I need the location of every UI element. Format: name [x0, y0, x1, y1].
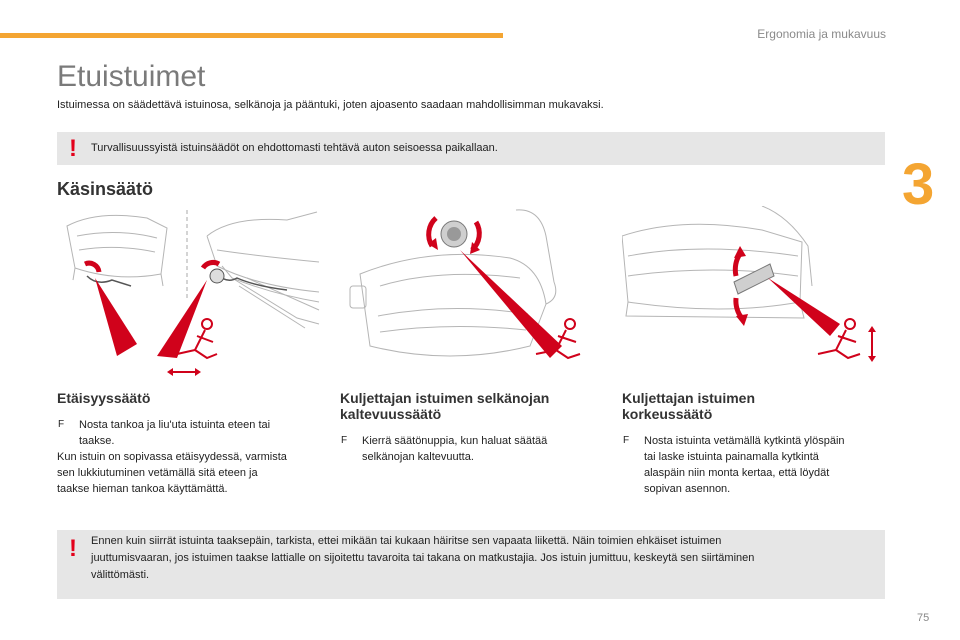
- page-title: Etuistuimet: [57, 60, 206, 93]
- column-title-line: Etäisyyssäätö: [57, 390, 151, 406]
- instruction-bullet: [340, 433, 605, 465]
- fore-aft-adjustment-column: [57, 390, 322, 497]
- safety-warning-box: [57, 132, 885, 165]
- column-note: [57, 449, 322, 497]
- column-title-line: kaltevuussäätö: [340, 406, 442, 422]
- bullet-marker-icon: F: [341, 435, 348, 446]
- warning-icon: !: [69, 135, 77, 162]
- bullet-line: Kierrä säätönuppia, kun haluat säätää: [362, 435, 548, 447]
- column-title-line: Kuljettajan istuimen selkänojan: [340, 390, 550, 406]
- column-title: [340, 390, 605, 422]
- intro-text: Istuimessa on säädettävä istuinosa, selkänoja ja pääntuki, joten ajoasento saadaan mahdollisimman mukavaksi.: [57, 99, 604, 111]
- bullet-marker-icon: F: [623, 435, 630, 446]
- backrest-recline-illustration: [340, 206, 603, 384]
- note-line: taakse hieman tankoa käyttämättä.: [57, 483, 228, 495]
- seat-movement-warning-box: [57, 530, 885, 599]
- warning-text: [91, 140, 498, 157]
- warning-line: Ennen kuin siirrät istuinta taaksepäin, tarkista, ettei mikään tai kukaan häiritse sen vapaata liikettä. Näin toimien ehkäiset istuimen: [91, 535, 722, 547]
- bullet-line: taakse.: [79, 435, 115, 447]
- bullet-line: tai laske istuinta painamalla kytkintä: [644, 451, 819, 463]
- height-adjustment-column: [622, 390, 887, 497]
- instruction-bullet: [57, 417, 322, 449]
- warning-line: juuttumisvaaran, jos istuimen taakse lattialle on sijoitettu tavaroita tai takana on matkustajia. Jos istuin jumittuu, keskeytä sen siirtäminen: [91, 552, 755, 564]
- seat-side-drawing: [340, 206, 603, 384]
- instruction-bullet: [622, 433, 887, 497]
- column-title-line: korkeussäätö: [622, 406, 713, 422]
- column-title: [622, 390, 887, 422]
- bullet-line: Nosta tankoa ja liu'uta istuinta eteen tai: [79, 419, 271, 431]
- bullet-marker-icon: F: [58, 419, 65, 430]
- bullet-line: sopivan asennon.: [644, 483, 731, 495]
- fore-aft-adjustment-illustration: [57, 206, 320, 384]
- bullet-line: alaspäin niin monta kertaa, että löydät: [644, 467, 830, 479]
- warning-icon: !: [69, 535, 77, 562]
- section-subtitle: Käsinsäätö: [57, 179, 154, 199]
- warning-text: [91, 533, 861, 584]
- warning-line: Turvallisuussyistä istuinsäädöt on ehdottomasti tehtävä auton seisoessa paikallaan.: [91, 142, 498, 154]
- note-line: Kun istuin on sopivassa etäisyydessä, varmista: [57, 451, 287, 463]
- seat-lever-drawing: [622, 206, 885, 384]
- column-title: [57, 390, 322, 406]
- header-accent-bar: [0, 33, 503, 38]
- chapter-number: 3: [902, 152, 935, 217]
- bullet-line: Nosta istuinta vetämällä kytkintä ylöspäin: [644, 435, 845, 447]
- height-adjustment-illustration: [622, 206, 885, 384]
- page-number: 75: [917, 612, 930, 624]
- note-line: sen lukkiutuminen vetämällä sitä eteen ja: [57, 467, 258, 479]
- column-title-line: Kuljettajan istuimen: [622, 390, 756, 406]
- seat-rail-drawing: [57, 206, 320, 384]
- section-header: Ergonomia ja mukavuus: [757, 27, 886, 41]
- bullet-line: selkänojan kaltevuutta.: [362, 451, 474, 463]
- backrest-recline-column: [340, 390, 605, 465]
- warning-line: välittömästi.: [91, 569, 150, 581]
